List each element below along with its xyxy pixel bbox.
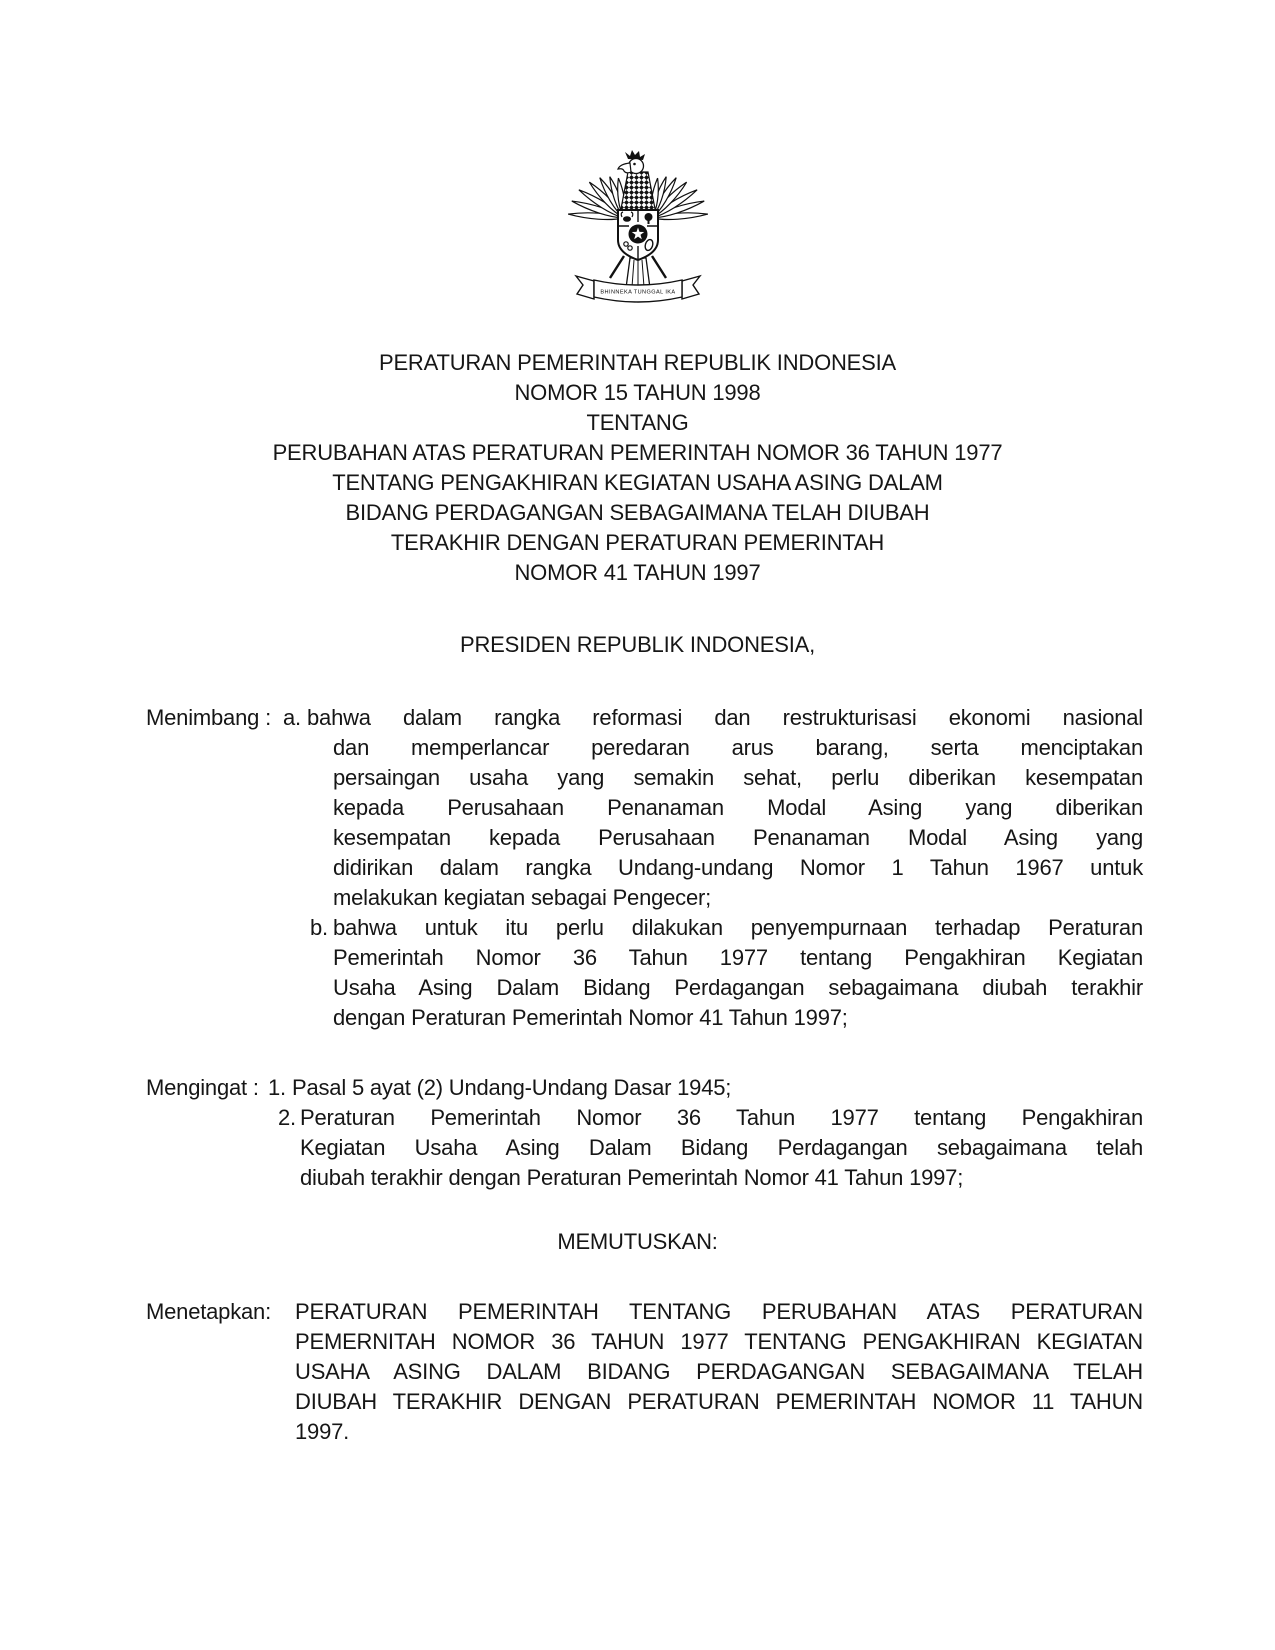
- item-marker: b.: [310, 915, 328, 940]
- paragraph-line: Peraturan Pemerintah Nomor 36 Tahun 1977 tentang Pengakhiran: [300, 1105, 1143, 1130]
- title-line: PERATURAN PEMERINTAH REPUBLIK INDONESIA: [378, 350, 897, 375]
- considering-label: Menimbang :: [146, 705, 271, 730]
- considering-section: [0, 703, 1275, 1033]
- enacting-label: Menetapkan:: [146, 1299, 271, 1324]
- paragraph-line: melakukan kegiatan sebagai Pengecer;: [333, 885, 712, 910]
- paragraph-line: bahwa dalam rangka reformasi dan restrukturisasi ekonomi nasional: [307, 705, 1143, 730]
- title-line: TENTANG: [586, 410, 689, 435]
- remembering-section: [0, 1073, 1275, 1193]
- paragraph-line: Usaha Asing Dalam Bidang Perdagangan sebagaimana diubah terakhir: [333, 975, 1143, 1000]
- remembering-item-1: [268, 1073, 1143, 1103]
- paragraph-line: PEMERNITAH NOMOR 36 TAHUN 1977 TENTANG PENGAKHIRAN KEGIATAN: [295, 1329, 1143, 1354]
- emblem-motto: BHINNEKA TUNGGAL IKA: [599, 289, 676, 296]
- item-marker: a.: [283, 705, 301, 730]
- title-line: TERAKHIR DENGAN PERATURAN PEMERINTAH: [390, 530, 885, 555]
- remembering-label: Mengingat :: [146, 1075, 259, 1100]
- item-marker: 1.: [268, 1075, 286, 1100]
- considering-item-b: [283, 913, 1143, 1033]
- paragraph-line: Pemerintah Nomor 36 Tahun 1977 tentang Pengakhiran Kegiatan: [333, 945, 1143, 970]
- garuda-pancasila-emblem: [564, 150, 712, 308]
- decision-heading: MEMUTUSKAN:: [557, 1229, 718, 1254]
- remembering-item-2: [268, 1103, 1143, 1193]
- title-line: TENTANG PENGAKHIRAN KEGIATAN USAHA ASING DALAM: [332, 470, 943, 495]
- enacting-section: [0, 1297, 1275, 1447]
- paragraph-line: USAHA ASING DALAM BIDANG PERDAGANGAN SEBAGAIMANA TELAH: [295, 1359, 1143, 1384]
- paragraph-line: diubah terakhir dengan Peraturan Pemerintah Nomor 41 Tahun 1997;: [300, 1165, 964, 1190]
- paragraph-line: Pasal 5 ayat (2) Undang-Undang Dasar 1945;: [292, 1075, 732, 1100]
- paragraph-line: Kegiatan Usaha Asing Dalam Bidang Perdagangan sebagaimana telah: [300, 1135, 1143, 1160]
- title-line: NOMOR 15 TAHUN 1998: [514, 380, 761, 405]
- document-title: [0, 348, 1275, 588]
- paragraph-line: 1997.: [295, 1419, 350, 1444]
- title-line: BIDANG PERDAGANGAN SEBAGAIMANA TELAH DIUBAH: [345, 500, 930, 525]
- item-marker: 2.: [278, 1105, 296, 1130]
- remembering-content: [268, 1073, 1143, 1193]
- paragraph-line: PERATURAN PEMERINTAH TENTANG PERUBAHAN ATAS PERATURAN: [295, 1299, 1143, 1324]
- paragraph-line: DIUBAH TERAKHIR DENGAN PERATURAN PEMERINTAH NOMOR 11 TAHUN: [295, 1389, 1143, 1414]
- considering-content: [283, 703, 1143, 1033]
- paragraph-line: persaingan usaha yang semakin sehat, perlu diberikan kesempatan: [333, 765, 1143, 790]
- paragraph-line: bahwa untuk itu perlu dilakukan penyempurnaan terhadap Peraturan: [333, 915, 1143, 940]
- title-line: NOMOR 41 TAHUN 1997: [514, 560, 761, 585]
- paragraph-line: didirikan dalam rangka Undang-undang Nomor 1 Tahun 1967 untuk: [333, 855, 1143, 880]
- paragraph-line: dan memperlancar peredaran arus barang, serta menciptakan: [333, 735, 1143, 760]
- garuda-emblem-icon: [564, 150, 712, 308]
- paragraph-line: kesempatan kepada Perusahaan Penanaman Modal Asing yang: [333, 825, 1143, 850]
- title-line: PERUBAHAN ATAS PERATURAN PEMERINTAH NOMOR 36 TAHUN 1977: [272, 440, 1003, 465]
- paragraph-line: dengan Peraturan Pemerintah Nomor 41 Tahun 1997;: [333, 1005, 848, 1030]
- issuer-line: PRESIDEN REPUBLIK INDONESIA,: [459, 632, 816, 657]
- considering-item-a: [283, 703, 1143, 913]
- enacting-content: [295, 1297, 1143, 1447]
- paragraph-line: kepada Perusahaan Penanaman Modal Asing yang diberikan: [333, 795, 1143, 820]
